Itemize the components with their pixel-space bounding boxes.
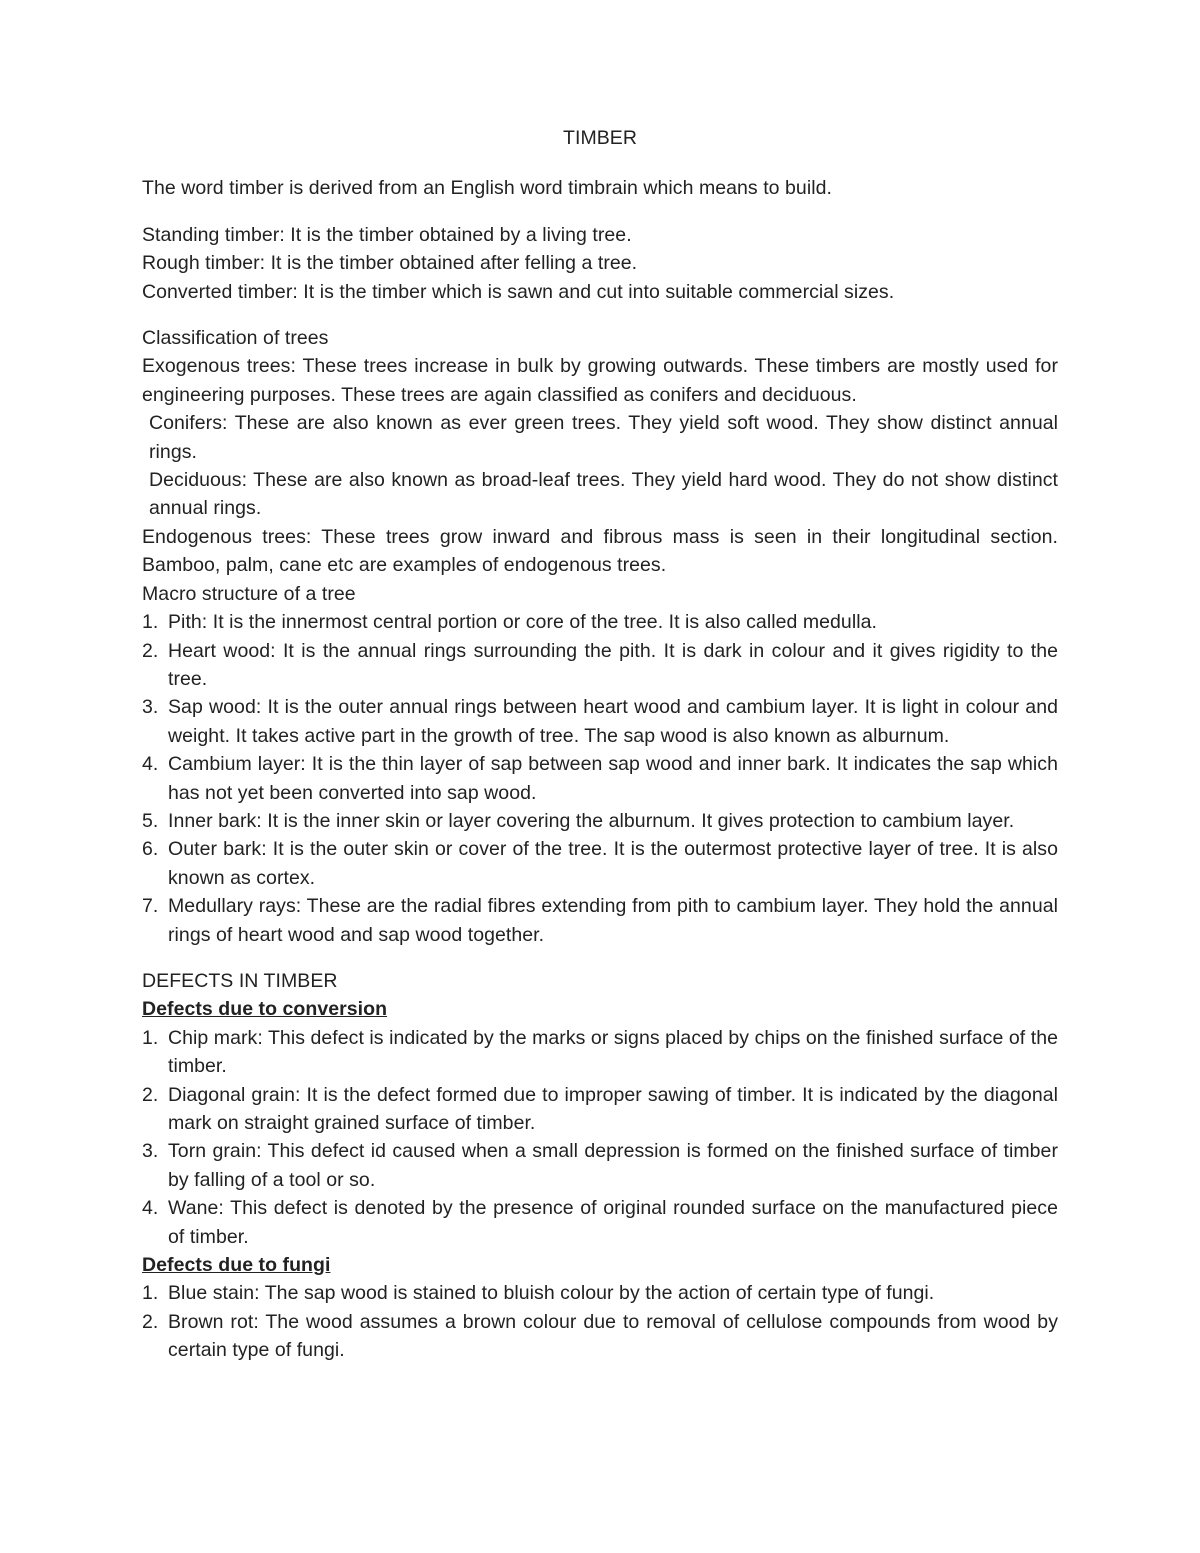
list-item-text: Medullary rays: These are the radial fibres extending from pith to cambium layer. They hold the annual rings of heart wood and sap wood together.: [168, 895, 1058, 946]
list-item-text: Wane: This defect is denoted by the presence of original rounded surface on the manufactured piece of timber.: [168, 1197, 1058, 1248]
list-item: [142, 693, 1058, 750]
list-number: 4.: [142, 753, 159, 776]
list-item-text: Cambium layer: It is the thin layer of sap between sap wood and inner bark. It indicates the sap which has not yet been converted into sap wood.: [168, 753, 1058, 804]
list-item: [142, 637, 1058, 694]
list-number: 3.: [142, 696, 159, 719]
defects-conversion-list: [142, 1024, 1058, 1251]
macro-structure-heading: Macro structure of a tree: [142, 582, 356, 605]
classification-heading: Classification of trees: [142, 327, 329, 350]
list-item-text: Outer bark: It is the outer skin or cover of the tree. It is the outermost protective layer of tree. It is also known as cortex.: [168, 838, 1058, 889]
list-item: [142, 750, 1058, 807]
list-number: 1.: [142, 1026, 159, 1049]
list-number: 6.: [142, 838, 159, 861]
intro-paragraph: The word timber is derived from an English word timbrain which means to build.: [142, 177, 832, 200]
definition-standing-timber: Standing timber: It is the timber obtained by a living tree.: [142, 223, 632, 246]
document-page: [142, 124, 1058, 1365]
definition-rough-timber: Rough timber: It is the timber obtained after felling a tree.: [142, 252, 638, 275]
list-item: [142, 1137, 1058, 1194]
defects-heading: DEFECTS IN TIMBER: [142, 969, 338, 992]
list-number: 3.: [142, 1140, 159, 1163]
list-number: 1.: [142, 1282, 159, 1305]
document-title: TIMBER: [563, 127, 637, 149]
list-item: [142, 1194, 1058, 1251]
list-number: 1.: [142, 611, 159, 634]
list-item-text: Sap wood: It is the outer annual rings between heart wood and cambium layer. It is light in colour and weight. It takes active part in the growth of tree. The sap wood is also known as alburnum.: [168, 696, 1058, 747]
deciduous-paragraph: Deciduous: These are also known as broad-leaf trees. They yield hard wood. They do not show distinct annual rings.: [149, 469, 1058, 520]
list-item: [142, 1279, 1058, 1307]
list-item: [142, 1308, 1058, 1365]
list-item-text: Brown rot: The wood assumes a brown colour due to removal of cellulose compounds from wood by certain type of fungi.: [168, 1310, 1058, 1362]
list-number: 4.: [142, 1197, 159, 1220]
list-item-text: Diagonal grain: It is the defect formed due to improper sawing of timber. It is indicated by the diagonal mark on straight grained surface of timber.: [168, 1083, 1058, 1134]
list-number: 5.: [142, 809, 159, 832]
list-item: [142, 1081, 1058, 1138]
list-item-text: Pith: It is the innermost central portion or core of the tree. It is also called medulla.: [168, 611, 877, 634]
list-item: [142, 1024, 1058, 1081]
defects-conversion-heading: Defects due to conversion: [142, 998, 388, 1021]
exogenous-paragraph: Exogenous trees: These trees increase in bulk by growing outwards. These timbers are mostly used for engineering purposes. These trees are again classified as conifers and deciduous.: [142, 355, 1058, 406]
defects-fungi-list: [142, 1279, 1058, 1364]
list-number: 2.: [142, 1083, 159, 1106]
list-item: [142, 608, 1058, 636]
list-number: 7.: [142, 895, 159, 918]
list-item-text: Inner bark: It is the inner skin or layer covering the alburnum. It gives protection to cambium layer.: [168, 809, 1015, 832]
list-item: [142, 835, 1058, 892]
conifers-paragraph: Conifers: These are also known as ever green trees. They yield soft wood. They show distinct annual rings.: [149, 412, 1058, 463]
list-item: [142, 892, 1058, 949]
endogenous-paragraph: Endogenous trees: These trees grow inward and fibrous mass is seen in their longitudinal section. Bamboo, palm, cane etc are examples of endogenous trees.: [142, 525, 1058, 577]
list-item-text: Chip mark: This defect is indicated by the marks or signs placed by chips on the finished surface of the timber.: [168, 1026, 1058, 1078]
list-item-text: Blue stain: The sap wood is stained to bluish colour by the action of certain type of fungi.: [168, 1282, 935, 1305]
list-number: 2.: [142, 639, 159, 662]
macro-structure-list: [142, 608, 1058, 949]
list-item-text: Torn grain: This defect id caused when a small depression is formed on the finished surface of timber by falling of a tool or so.: [168, 1140, 1058, 1191]
definition-converted-timber: Converted timber: It is the timber which is sawn and cut into suitable commercial sizes.: [142, 280, 895, 303]
list-item-text: Heart wood: It is the annual rings surrounding the pith. It is dark in colour and it gives rigidity to the tree.: [168, 639, 1058, 690]
list-item: [142, 807, 1058, 835]
defects-fungi-heading: Defects due to fungi: [142, 1254, 331, 1277]
list-number: 2.: [142, 1310, 159, 1333]
